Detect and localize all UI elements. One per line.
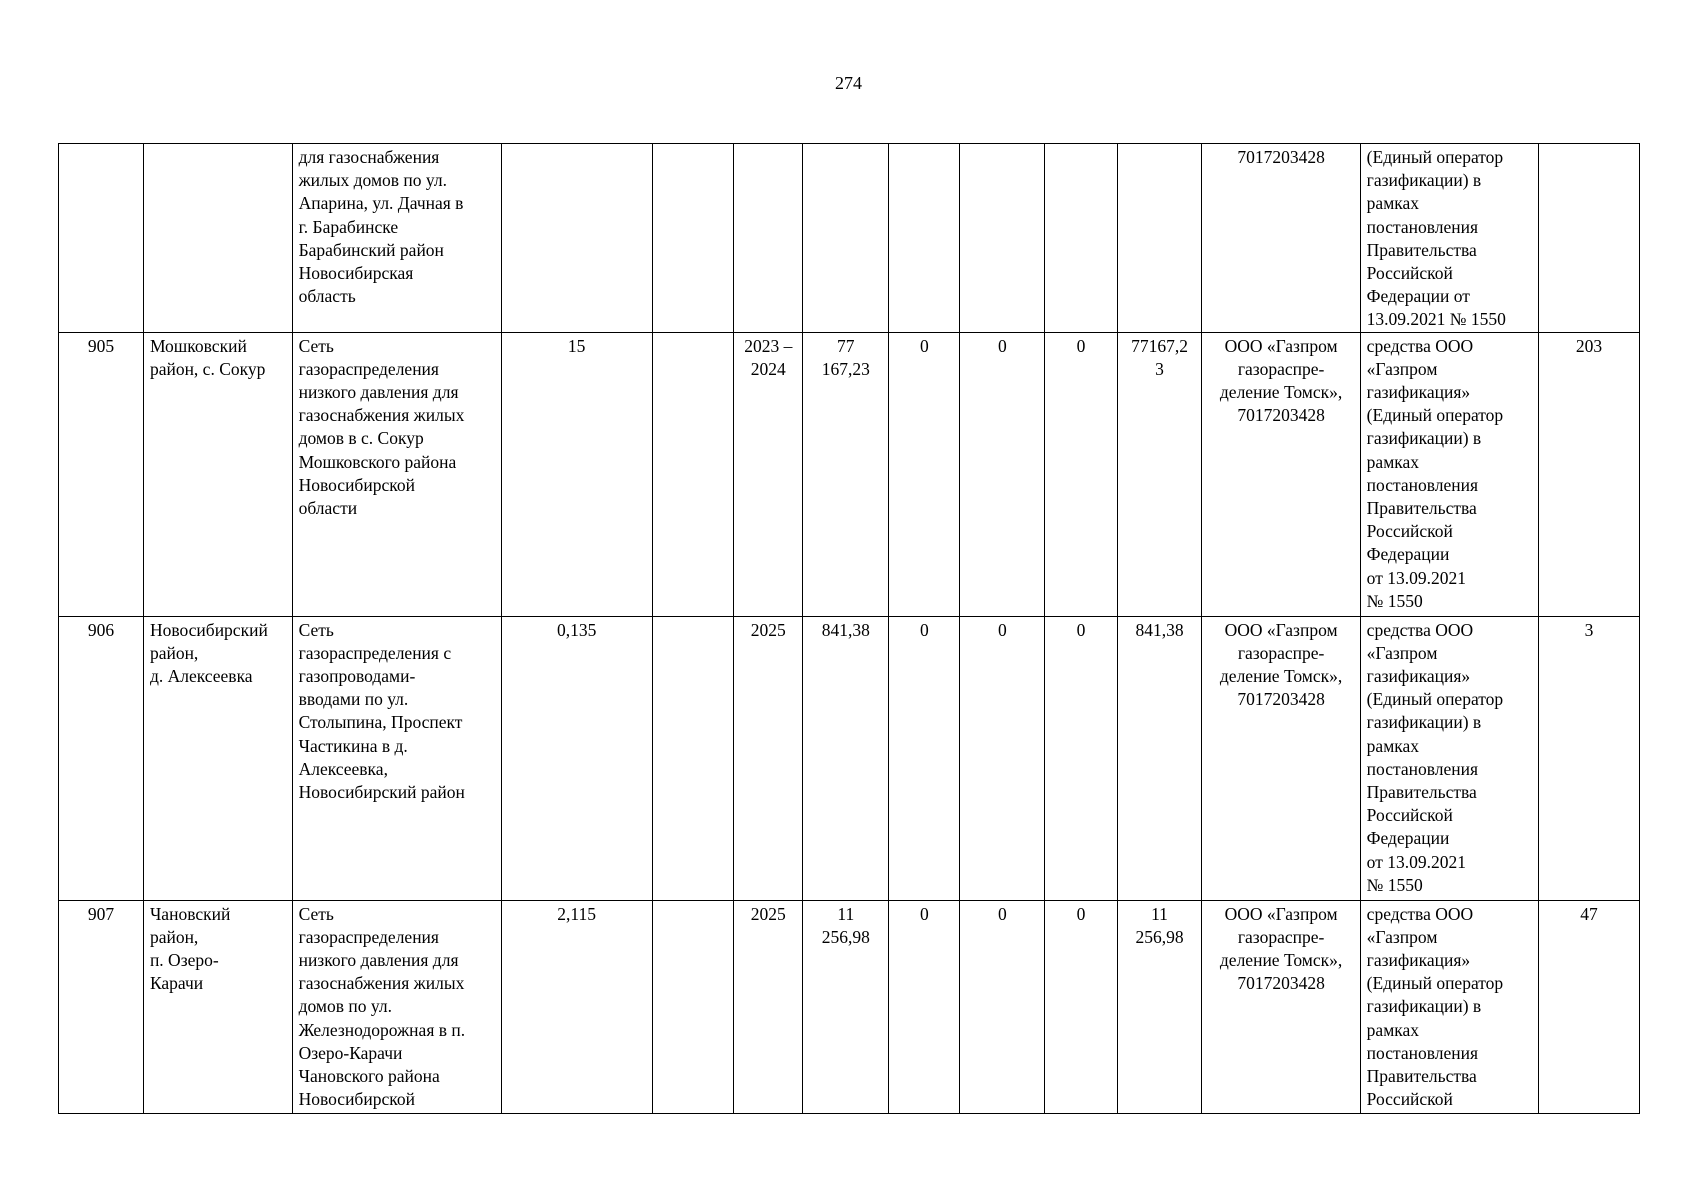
households-count-cell: 3 <box>1539 616 1640 900</box>
period-cell: 2025 <box>734 616 803 900</box>
organization-cell: ООО «Газпром газораспре- деление Томск», 7017203428 <box>1202 900 1360 1113</box>
empty-cell <box>652 900 734 1113</box>
municipal-budget-cell: 0 <box>1045 616 1117 900</box>
object-name-cell: Сеть газораспределения низкого давления для газоснабжения жилых домов по ул. Железнодорожная в п. Озеро-Карачи Чановского района Новосибирской <box>292 900 501 1113</box>
empty-cell <box>652 144 734 333</box>
other-sources-cell: 77167,2 3 <box>1117 332 1202 616</box>
row-number-cell <box>59 144 144 333</box>
regional-budget-cell: 0 <box>960 616 1045 900</box>
table-row <box>59 332 1640 616</box>
municipal-budget-cell: 0 <box>1045 332 1117 616</box>
other-sources-cell <box>1117 144 1202 333</box>
length-cell <box>501 144 652 333</box>
other-sources-cell: 841,38 <box>1117 616 1202 900</box>
funding-source-cell: (Единый оператор газификации) в рамках постановления Правительства Российской Федерации от 13.09.2021 № 1550 <box>1360 144 1538 333</box>
regional-budget-cell <box>960 144 1045 333</box>
regional-budget-cell: 0 <box>960 900 1045 1113</box>
households-count-cell: 203 <box>1539 332 1640 616</box>
table-row <box>59 616 1640 900</box>
object-name-cell: для газоснабжения жилых домов по ул. Апарина, ул. Дачная в г. Барабинске Барабинский район Новосибирская область <box>292 144 501 333</box>
period-cell: 2025 <box>734 900 803 1113</box>
federal-budget-cell <box>889 144 960 333</box>
page-number: 274 <box>835 73 862 93</box>
length-cell: 2,115 <box>501 900 652 1113</box>
empty-cell <box>652 616 734 900</box>
length-cell: 15 <box>501 332 652 616</box>
organization-cell: 7017203428 <box>1202 144 1360 333</box>
organization-cell: ООО «Газпром газораспре- деление Томск», 7017203428 <box>1202 616 1360 900</box>
total-cost-cell: 841,38 <box>803 616 889 900</box>
total-cost-cell: 11 256,98 <box>803 900 889 1113</box>
federal-budget-cell: 0 <box>889 616 960 900</box>
funding-source-cell: средства ООО «Газпром газификация» (Единый оператор газификации) в рамках постановления Правительства Российской Федерации от 13.09.2021 № 1550 <box>1360 332 1538 616</box>
table-row <box>59 900 1640 1113</box>
location-cell <box>143 144 292 333</box>
row-number-cell: 906 <box>59 616 144 900</box>
object-name-cell: Сеть газораспределения с газопроводами- вводами по ул. Столыпина, Проспект Частикина в д. Алексеевка, Новосибирский район <box>292 616 501 900</box>
total-cost-cell <box>803 144 889 333</box>
households-count-cell <box>1539 144 1640 333</box>
municipal-budget-cell: 0 <box>1045 900 1117 1113</box>
empty-cell <box>652 332 734 616</box>
row-number-cell: 905 <box>59 332 144 616</box>
row-number-cell: 907 <box>59 900 144 1113</box>
municipal-budget-cell <box>1045 144 1117 333</box>
federal-budget-cell: 0 <box>889 900 960 1113</box>
funding-source-cell: средства ООО «Газпром газификация» (Единый оператор газификации) в рамках постановления Правительства Российской <box>1360 900 1538 1113</box>
object-name-cell: Сеть газораспределения низкого давления для газоснабжения жилых домов в с. Сокур Мошковского района Новосибирской области <box>292 332 501 616</box>
location-cell: Новосибирский район, д. Алексеевка <box>143 616 292 900</box>
location-cell: Мошковский район, с. Сокур <box>143 332 292 616</box>
total-cost-cell: 77 167,23 <box>803 332 889 616</box>
location-cell: Чановский район, п. Озеро- Карачи <box>143 900 292 1113</box>
households-count-cell: 47 <box>1539 900 1640 1113</box>
other-sources-cell: 11 256,98 <box>1117 900 1202 1113</box>
length-cell: 0,135 <box>501 616 652 900</box>
federal-budget-cell: 0 <box>889 332 960 616</box>
data-table <box>58 143 1640 1114</box>
period-cell <box>734 144 803 333</box>
regional-budget-cell: 0 <box>960 332 1045 616</box>
period-cell: 2023 – 2024 <box>734 332 803 616</box>
table-row <box>59 144 1640 333</box>
funding-source-cell: средства ООО «Газпром газификация» (Единый оператор газификации) в рамках постановления Правительства Российской Федерации от 13.09.2021 № 1550 <box>1360 616 1538 900</box>
organization-cell: ООО «Газпром газораспре- деление Томск», 7017203428 <box>1202 332 1360 616</box>
